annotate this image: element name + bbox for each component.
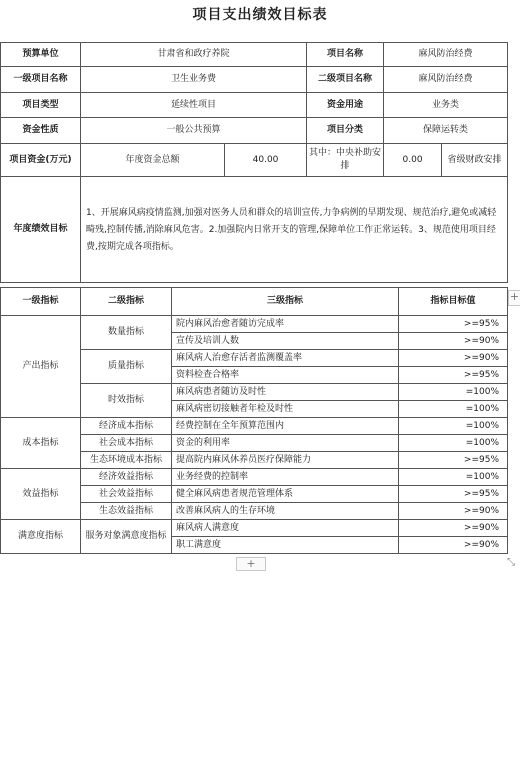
- table-row: [1, 418, 508, 435]
- indicator-name[interactable]: 经费控制在全年预算范围内: [172, 418, 399, 435]
- basic-info-table: [0, 42, 508, 283]
- table-row: [1, 520, 508, 537]
- indicator-target[interactable]: >=90%: [399, 350, 508, 367]
- table-row: [1, 469, 508, 486]
- unit-label: 预算单位: [1, 43, 81, 67]
- indicator-name[interactable]: 麻风病人满意度: [172, 520, 399, 537]
- indicator-name[interactable]: 职工满意度: [172, 537, 399, 554]
- sub-social-benefit: 社会效益指标: [81, 486, 172, 503]
- indicator-target[interactable]: =100%: [399, 469, 508, 486]
- funds-label: 项目资金(万元): [1, 144, 81, 177]
- type-value[interactable]: 延续性项目: [81, 93, 307, 118]
- indicator-target[interactable]: =100%: [399, 418, 508, 435]
- project-name-label: 项目名称: [307, 43, 384, 67]
- level2-label: 二级项目名称: [307, 67, 384, 93]
- header-level3: 三级指标: [172, 288, 399, 316]
- header-level1: 一级指标: [1, 288, 81, 316]
- nature-value[interactable]: 一般公共预算: [81, 118, 307, 144]
- group-output: 产出指标: [1, 316, 81, 418]
- indicator-table: [0, 287, 508, 554]
- sub-timeliness: 时效指标: [81, 384, 172, 418]
- indicator-name[interactable]: 麻风病人治愈存活者监测覆盖率: [172, 350, 399, 367]
- type-label: 项目类型: [1, 93, 81, 118]
- indicator-name[interactable]: 资金的利用率: [172, 435, 399, 452]
- indicator-name[interactable]: 院内麻风治愈者随访完成率: [172, 316, 399, 333]
- usage-value[interactable]: 业务类: [384, 93, 508, 118]
- sub-quantity: 数量指标: [81, 316, 172, 350]
- annual-total-value[interactable]: 40.00: [225, 144, 307, 177]
- indicator-target[interactable]: =100%: [399, 401, 508, 418]
- add-column-button[interactable]: +: [508, 290, 520, 306]
- indicator-target[interactable]: >=95%: [399, 316, 508, 333]
- indicator-target[interactable]: =100%: [399, 435, 508, 452]
- group-cost: 成本指标: [1, 418, 81, 469]
- project-name-value[interactable]: 麻风防治经费: [384, 43, 508, 67]
- provincial-label: 省级财政安排: [442, 144, 508, 177]
- group-satisfaction: 满意度指标: [1, 520, 81, 554]
- add-row-button[interactable]: +: [236, 557, 266, 571]
- sub-economic-benefit: 经济效益指标: [81, 469, 172, 486]
- resize-handle-icon[interactable]: ⤡: [507, 557, 515, 568]
- sub-service-satisfaction: 服务对象满意度指标: [81, 520, 172, 554]
- category-value[interactable]: 保障运转类: [384, 118, 508, 144]
- indicator-name[interactable]: 麻风病患者随访及时性: [172, 384, 399, 401]
- level2-value[interactable]: 麻风防治经费: [384, 67, 508, 93]
- indicator-target[interactable]: >=90%: [399, 503, 508, 520]
- central-value[interactable]: 0.00: [384, 144, 442, 177]
- level1-label: 一级项目名称: [1, 67, 81, 93]
- annual-total-label: 年度资金总额: [81, 144, 225, 177]
- central-label: 其中：中央补助安排: [307, 144, 384, 177]
- category-label: 项目分类: [307, 118, 384, 144]
- usage-label: 资金用途: [307, 93, 384, 118]
- unit-value[interactable]: 甘肃省和政疗养院: [81, 43, 307, 67]
- indicator-target[interactable]: >=95%: [399, 486, 508, 503]
- group-benefit: 效益指标: [1, 469, 81, 520]
- indicator-name[interactable]: 业务经费的控制率: [172, 469, 399, 486]
- indicator-target[interactable]: >=90%: [399, 333, 508, 350]
- indicator-target[interactable]: =100%: [399, 384, 508, 401]
- sub-eco-cost: 生态环境成本指标: [81, 452, 172, 469]
- indicator-target[interactable]: >=90%: [399, 520, 508, 537]
- header-level2: 二级指标: [81, 288, 172, 316]
- page-title: 项目支出绩效目标表: [192, 7, 328, 23]
- indicator-target[interactable]: >=90%: [399, 537, 508, 554]
- header-target: 指标目标值: [399, 288, 508, 316]
- sub-economic-cost: 经济成本指标: [81, 418, 172, 435]
- annual-goal-text[interactable]: 1、开展麻风病疫情监测,加强对医务人员和群众的培训宣传,力争病例的早期发现、规范治疗,避免或减轻畸残,控制传播,消除麻风危害。2.加强院内日常开支的管理,保障单位工作正常运转。3、规范使用项目经费,按期完成各项指标。: [81, 177, 508, 283]
- indicator-name[interactable]: 宣传及培训人数: [172, 333, 399, 350]
- nature-label: 资金性质: [1, 118, 81, 144]
- indicator-name[interactable]: 麻风病密切接触者年检及时性: [172, 401, 399, 418]
- level1-value[interactable]: 卫生业务费: [81, 67, 307, 93]
- indicator-target[interactable]: >=95%: [399, 367, 508, 384]
- annual-goal-label: 年度绩效目标: [1, 177, 81, 283]
- indicator-name[interactable]: 资料检查合格率: [172, 367, 399, 384]
- sub-eco-benefit: 生态效益指标: [81, 503, 172, 520]
- indicator-target[interactable]: >=95%: [399, 452, 508, 469]
- indicator-name[interactable]: 改善麻风病人的生存环境: [172, 503, 399, 520]
- sub-social-cost: 社会成本指标: [81, 435, 172, 452]
- sub-quality: 质量指标: [81, 350, 172, 384]
- table-row: [1, 316, 508, 333]
- indicator-name[interactable]: 健全麻风病患者规范管理体系: [172, 486, 399, 503]
- indicator-name[interactable]: 提高院内麻风休养员医疗保障能力: [172, 452, 399, 469]
